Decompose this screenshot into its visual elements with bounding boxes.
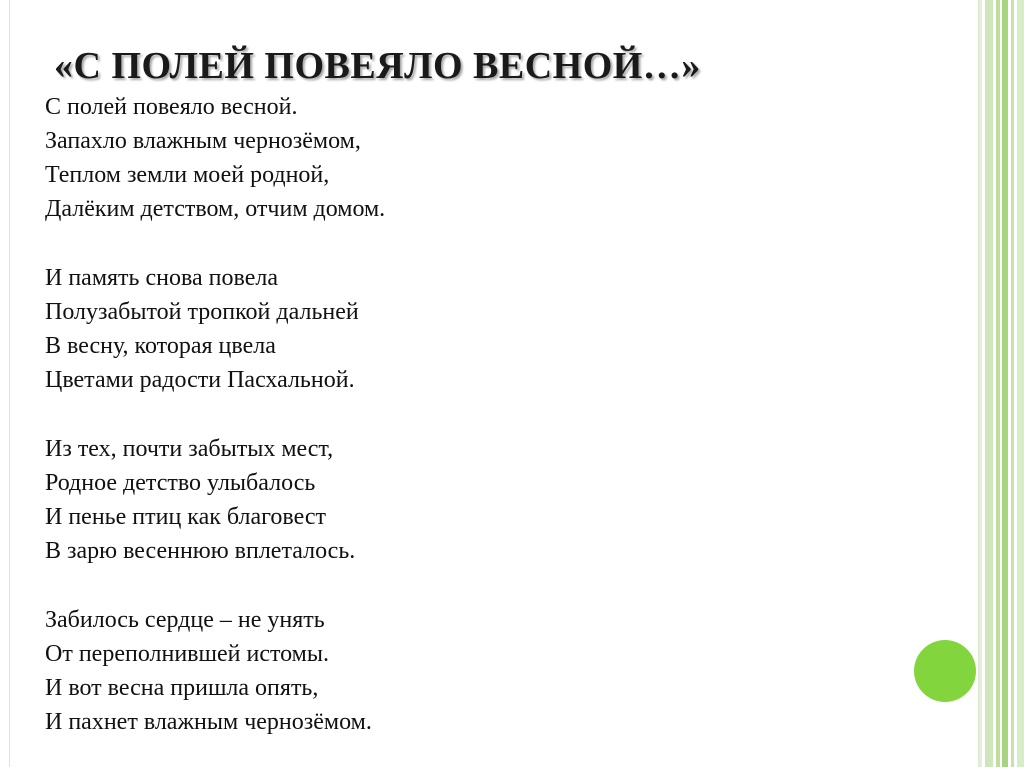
stripe	[979, 0, 982, 767]
stripe	[1011, 0, 1014, 767]
poem-line: В весну, которая цвела	[45, 333, 276, 359]
poem-line: Цветами радости Пасхальной.	[45, 367, 355, 393]
poem-line: В зарю весеннюю вплеталось.	[45, 538, 356, 564]
poem-line: Запахло влажным чернозёмом,	[45, 128, 361, 154]
poem-line: Забилось сердце – не унять	[45, 607, 325, 633]
slide-title: «С ПОЛЕЙ ПОВЕЯЛО ВЕСНОЙ…»	[54, 45, 701, 87]
poem-line: Теплом земли моей родной,	[45, 162, 330, 188]
stripe	[996, 0, 1000, 767]
stripe	[1002, 0, 1008, 767]
poem-line: И пенье птиц как благовест	[45, 504, 326, 530]
poem-line: Родное детство улыбалось	[45, 470, 316, 496]
decorative-stripes	[979, 0, 1024, 767]
poem-line: Далёким детством, отчим домом.	[45, 196, 386, 222]
poem-body	[45, 90, 885, 774]
stanza	[45, 90, 885, 226]
poem-line: С полей повеяло весной.	[45, 94, 298, 120]
poem-line: И пахнет влажным чернозёмом.	[45, 709, 372, 735]
poem-line: Полузабытой тропкой дальней	[45, 299, 359, 325]
stripe	[985, 0, 993, 767]
stripe	[1017, 0, 1024, 767]
poem-line: И память снова повела	[45, 265, 278, 291]
stanza	[45, 432, 885, 568]
stanza	[45, 603, 885, 739]
poem-line: Из тех, почти забытых мест,	[45, 436, 334, 462]
stanza	[45, 261, 885, 397]
green-circle-decoration	[914, 640, 976, 702]
poem-line: От переполнившей истомы.	[45, 641, 329, 667]
poem-line: И вот весна пришла опять,	[45, 675, 319, 701]
